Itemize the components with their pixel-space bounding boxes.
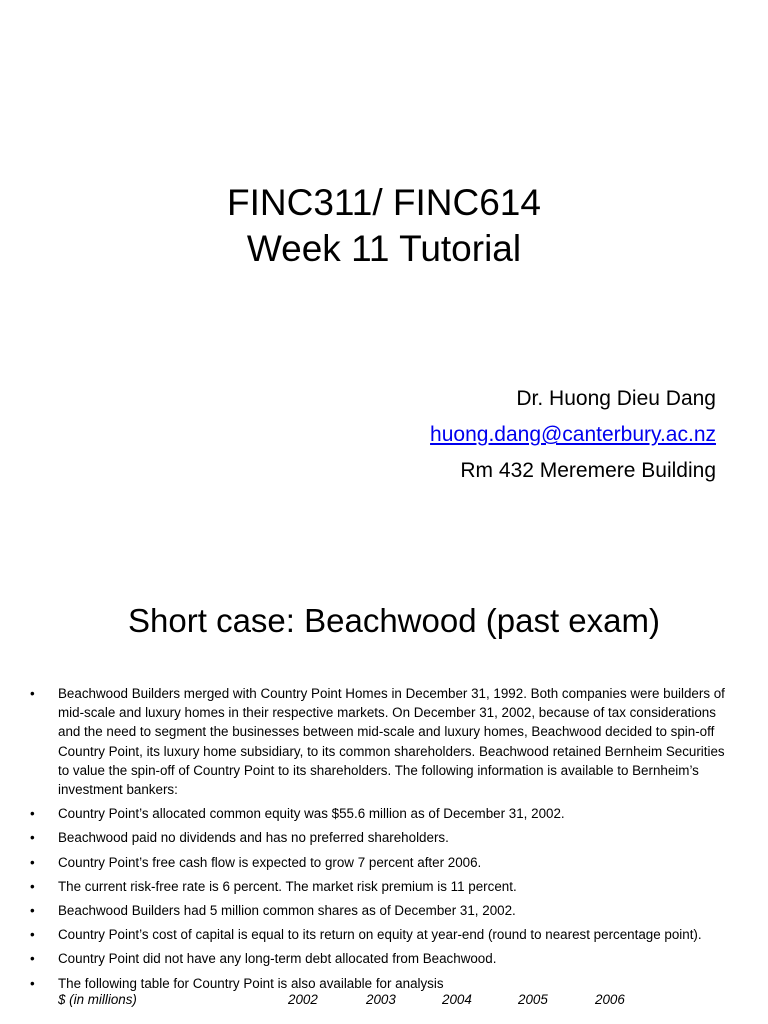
bullet-marker: •: [30, 951, 35, 967]
table-year-header: 2003: [366, 991, 396, 1007]
bullet-item: [30, 949, 730, 968]
author-room: Rm 432 Meremere Building: [460, 459, 716, 482]
table-units-label: $ (in millions): [58, 991, 137, 1007]
table-year-header: 2006: [595, 991, 625, 1007]
bullet-text: Beachwood paid no dividends and has no preferred shareholders.: [58, 830, 449, 846]
case-title: Short case: Beachwood (past exam): [128, 602, 660, 639]
bullet-item: [30, 804, 730, 823]
bullet-marker: •: [30, 878, 35, 894]
bullet-item: [30, 828, 730, 847]
bullet-text: Country Point’s allocated common equity was $55.6 million as of December 31, 2002.: [58, 806, 565, 822]
bullet-item: [30, 901, 730, 920]
bullet-marker: •: [30, 927, 35, 943]
author-name: Dr. Huong Dieu Dang: [516, 387, 716, 410]
bullet-item: [30, 853, 730, 872]
bullet-item: [30, 974, 730, 1009]
bullet-text: Beachwood Builders merged with Country Point Homes in December 31, 1992. Both companies were builders of mid-scale and luxury homes in their respective markets. On December 31, 2002, because of tax considerations and the need to segment the businesses between mid-scale and luxury homes, Beachwood decided to spin-off Country Point, its luxury home subsidiary, to its common shareholders. Beachwood retained Bernheim Securities to value the spin-off of Country Point to its shareholders. The following information is available to Bernheim’s investment bankers:: [58, 686, 725, 798]
case-slide: [0, 576, 768, 1024]
tutorial-week: Week 11 Tutorial: [246, 228, 522, 269]
table-year-header: 2002: [288, 991, 318, 1007]
bullet-item: [30, 684, 730, 799]
bullet-marker: •: [30, 975, 35, 991]
bullet-marker: •: [30, 830, 35, 846]
bullet-marker: •: [30, 686, 35, 701]
table-year-header: 2005: [518, 991, 548, 1007]
bullet-text: Country Point’s free cash flow is expected to grow 7 percent after 2006.: [58, 854, 482, 870]
table-year-header: 2004: [442, 991, 472, 1007]
table-header-row: [58, 990, 730, 1009]
bullet-marker: •: [30, 806, 35, 822]
bullet-text: The current risk-free rate is 6 percent. The market risk premium is 11 percent.: [58, 878, 517, 894]
author-info: [430, 381, 716, 489]
bullet-item: [30, 925, 730, 944]
slide-title: [0, 180, 768, 272]
bullet-text: Beachwood Builders had 5 million common shares as of December 31, 2002.: [58, 903, 516, 919]
bullet-marker: •: [30, 903, 35, 919]
course-code: FINC311/ FINC614: [227, 182, 541, 223]
author-email-link[interactable]: huong.dang@canterbury.ac.nz: [430, 423, 716, 446]
bullet-text: The following table for Country Point is also available for analysis: [58, 975, 444, 991]
bullet-marker: •: [30, 854, 35, 870]
bullet-text: Country Point did not have any long-term debt allocated from Beachwood.: [58, 951, 497, 967]
author-email-line: [430, 417, 716, 453]
bullet-text: Country Point’s cost of capital is equal to its return on equity at year-end (round to nearest percentage point).: [58, 927, 702, 943]
case-bullet-list: [30, 684, 730, 1014]
bullet-item: [30, 877, 730, 896]
